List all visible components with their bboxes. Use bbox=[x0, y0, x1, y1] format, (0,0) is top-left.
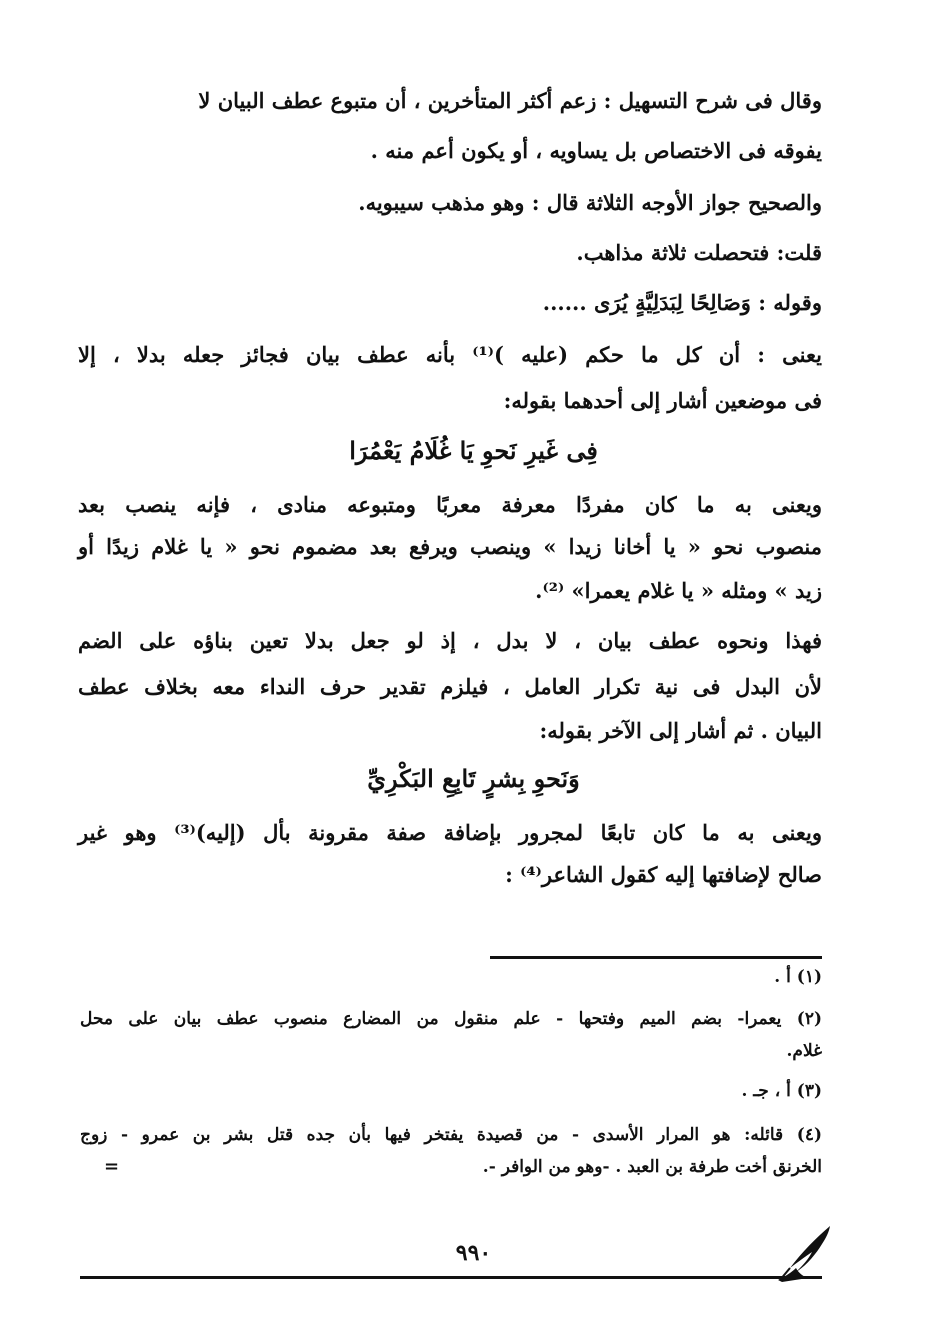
footnote-line: الخرنق أخت طرفة بن العبد . -وهو من الوافر -. bbox=[482, 1157, 822, 1177]
body-line: يفوقه فى الاختصاص بل يساويه ، أو يكون أعم منه . bbox=[370, 138, 822, 163]
body-line: فى موضعين أشار إلى أحدهما بقوله: bbox=[503, 388, 822, 413]
footnote-line: (٤) قائله: هو المرار الأسدى - من قصيدة يفتخر فيها بأن جده قتل بشر بن عمرو - زوج bbox=[80, 1125, 822, 1145]
body-line: قلت: فتحصلت ثلاثة مذاهب. bbox=[576, 240, 822, 265]
body-line: يعنى : أن كل ما حكم (عليه )⁽¹⁾ بأنه عطف بيان فجائز جعله بدلا ، إلا bbox=[78, 342, 822, 367]
quill-icon bbox=[772, 1222, 836, 1286]
footnote-line: (١) أ . bbox=[774, 967, 822, 987]
body-line: منصوب نحو « يا أخانا زيدا » وينصب ويرفع بعد مضموم نحو « يا غلام زيدًا أو bbox=[78, 534, 822, 559]
body-line: ويعنى به ما كان مفردًا معرفة معربًا ومتبوعه منادى ، فإنه ينصب بعد bbox=[78, 492, 822, 517]
verse-line: فِى غَيرِ نَحوِ يَا غُلَامُ يَعْمُرَا bbox=[349, 436, 598, 465]
body-line: والصحيح جواز الأوجه الثلاثة قال : وهو مذهب سيبويه. bbox=[358, 190, 822, 215]
footnote-separator bbox=[490, 956, 822, 959]
footnote-line: (٣) أ ، جـ . bbox=[741, 1081, 822, 1101]
body-line: ويعنى به ما كان تابعًا لمجرور بإضافة صفة مقرونة بأل (إليه)⁽³⁾ وهو غير bbox=[78, 820, 822, 845]
continuation-mark: = bbox=[104, 1156, 120, 1177]
footer-rule bbox=[80, 1276, 822, 1279]
page-number: ٩٩٠ bbox=[455, 1240, 492, 1266]
body-line: البيان . ثم أشار إلى الآخر بقوله: bbox=[539, 718, 822, 743]
footnote-line: (٢) يعمرا- بضم الميم وفتحها - علم منقول من المضارع منصوب عطف بيان على محل bbox=[80, 1009, 822, 1029]
verse-quote-line: وقوله : وَصَالِحًا لِبَدَلِيَّةٍ يُرَى ...... bbox=[542, 290, 822, 315]
body-line: لأن البدل فى نية تكرار العامل ، فيلزم تقدير حرف النداء معه بخلاف عطف bbox=[78, 674, 822, 699]
footnote-line: غلام. bbox=[786, 1041, 822, 1061]
body-line: صالح لإضافتها إليه كقول الشاعر⁽⁴⁾ : bbox=[505, 862, 822, 887]
body-line: وقال فى شرح التسهيل : زعم أكثر المتأخرين ، أن متبوع عطف البيان لا bbox=[198, 88, 822, 113]
verse-line: وَنَحوِ بِشرٍ تَابِعِ البَكْرِيِّ bbox=[367, 764, 580, 793]
body-line: زيد » ومثله « يا غلام يعمرا» ⁽²⁾. bbox=[535, 578, 822, 603]
body-line: فهذا ونحوه عطف بيان ، لا بدل ، إذ لو جعل بدلا تعين بناؤه على الضم bbox=[78, 628, 822, 653]
